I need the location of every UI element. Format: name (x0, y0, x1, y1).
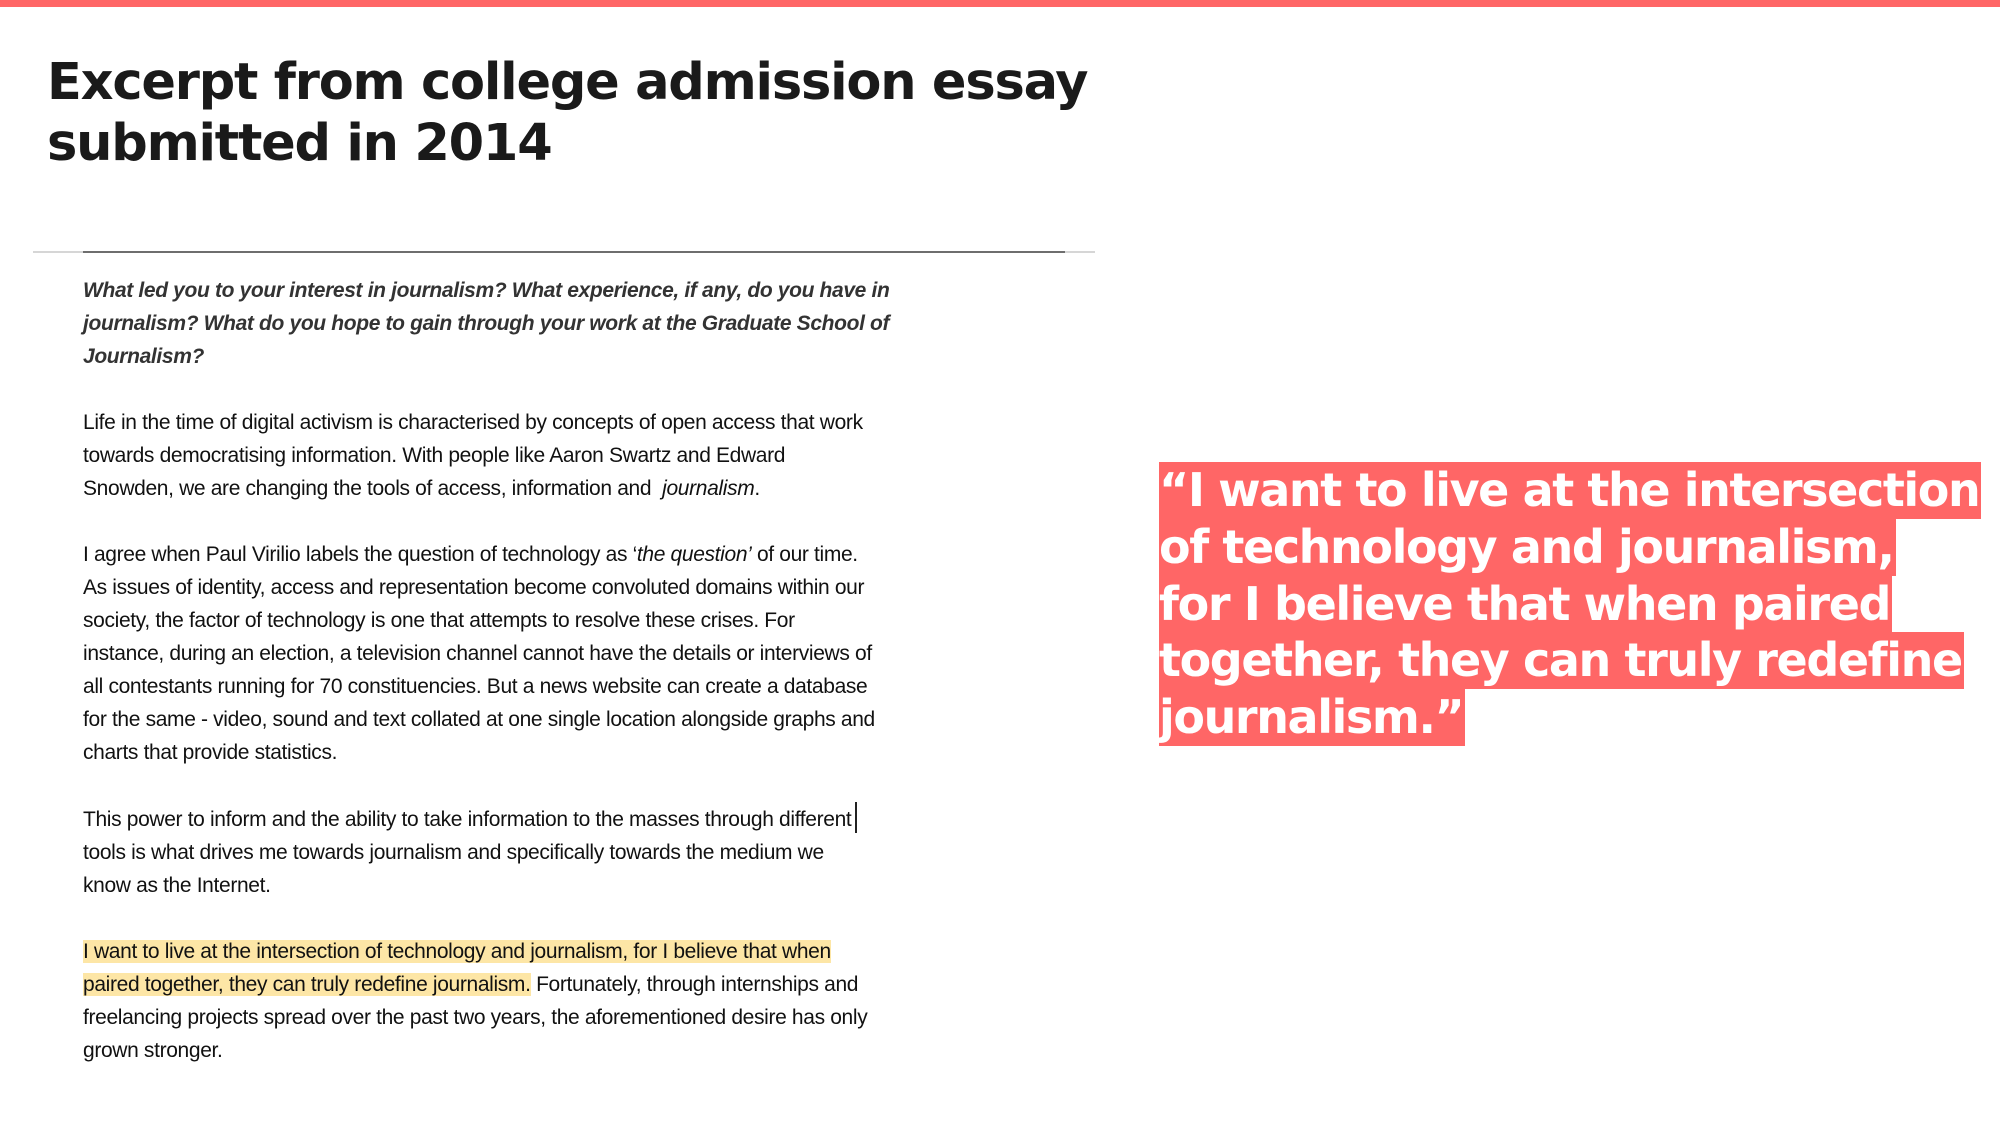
essay-paragraph-3 (83, 802, 1083, 902)
paragraph-line: instance, during an election, a television channel cannot have the details or interviews of (83, 642, 872, 665)
slide-title-line-1: Excerpt from college admission essay (47, 53, 1088, 112)
italic-text-run: the question’ (636, 543, 752, 566)
paragraph-line (83, 472, 1083, 505)
text-run: . (754, 477, 760, 500)
document-divider (83, 251, 1065, 253)
paragraph-line: society, the factor of technology is one that attempts to resolve these crises. For (83, 609, 795, 632)
paragraph-line: towards democratising information. With people like Aaron Swartz and Edward (83, 444, 786, 467)
essay-paragraph-1 (83, 406, 1083, 505)
paragraph-line (83, 802, 1083, 836)
pull-quote-line: journalism.” (1159, 690, 1464, 745)
text-cursor (855, 802, 857, 833)
prompt-line: What led you to your interest in journalism? What experience, if any, do you have in (83, 279, 890, 302)
paragraph-line: Life in the time of digital activism is characterised by concepts of open access that work (83, 411, 863, 434)
pull-quote-line: for I believe that when paired (1159, 576, 1891, 631)
paragraph-line (83, 538, 1083, 571)
pull-quote-line: of technology and journalism, (1159, 519, 1894, 574)
paragraph-line: for the same - video, sound and text collated at one single location alongside graphs and (83, 708, 875, 731)
paragraph-line (83, 968, 1083, 1001)
text-run: This power to inform and the ability to take information to the masses through different (83, 808, 852, 831)
paragraph-line: all contestants running for 70 constituencies. But a news website can create a database (83, 675, 868, 698)
essay-paragraph-2 (83, 538, 1083, 769)
pull-quote (1159, 462, 1979, 746)
text-run: Fortunately, through internships and (530, 973, 859, 996)
pull-quote-line: “I want to live at the intersection (1159, 463, 1980, 517)
pull-quote-line: together, they can truly redefine (1159, 633, 1962, 688)
slide-title (47, 52, 1197, 174)
paragraph-line: know as the Internet. (83, 874, 271, 897)
paragraph-line: grown stronger. (83, 1039, 223, 1062)
prompt-line: Journalism? (83, 345, 205, 368)
highlighted-text: paired together, they can truly redefine journalism. (83, 973, 531, 996)
text-run: I agree when Paul Virilio labels the question of technology as ‘ (83, 543, 637, 566)
prompt-line: journalism? What do you hope to gain through your work at the Graduate School of (83, 312, 890, 335)
slide-title-line-2: submitted in 2014 (47, 114, 552, 173)
top-accent-bar (0, 0, 2000, 7)
text-run: of our time. (751, 543, 858, 566)
paragraph-line (83, 935, 1083, 968)
highlighted-text: I want to live at the intersection of technology and journalism, for I believe that when (83, 940, 831, 963)
paragraph-line: freelancing projects spread over the past two years, the aforementioned desire has only (83, 1006, 868, 1029)
italic-text-run: journalism (662, 477, 755, 500)
text-run: Snowden, we are changing the tools of access, information and (83, 477, 663, 500)
essay-paragraph-4 (83, 935, 1083, 1067)
paragraph-line: charts that provide statistics. (83, 741, 338, 764)
essay-excerpt (83, 274, 1083, 1100)
paragraph-line: tools is what drives me towards journalism and specifically towards the medium we (83, 841, 824, 864)
paragraph-line: As issues of identity, access and representation become convoluted domains within our (83, 576, 865, 599)
essay-prompt-question (83, 274, 1083, 373)
